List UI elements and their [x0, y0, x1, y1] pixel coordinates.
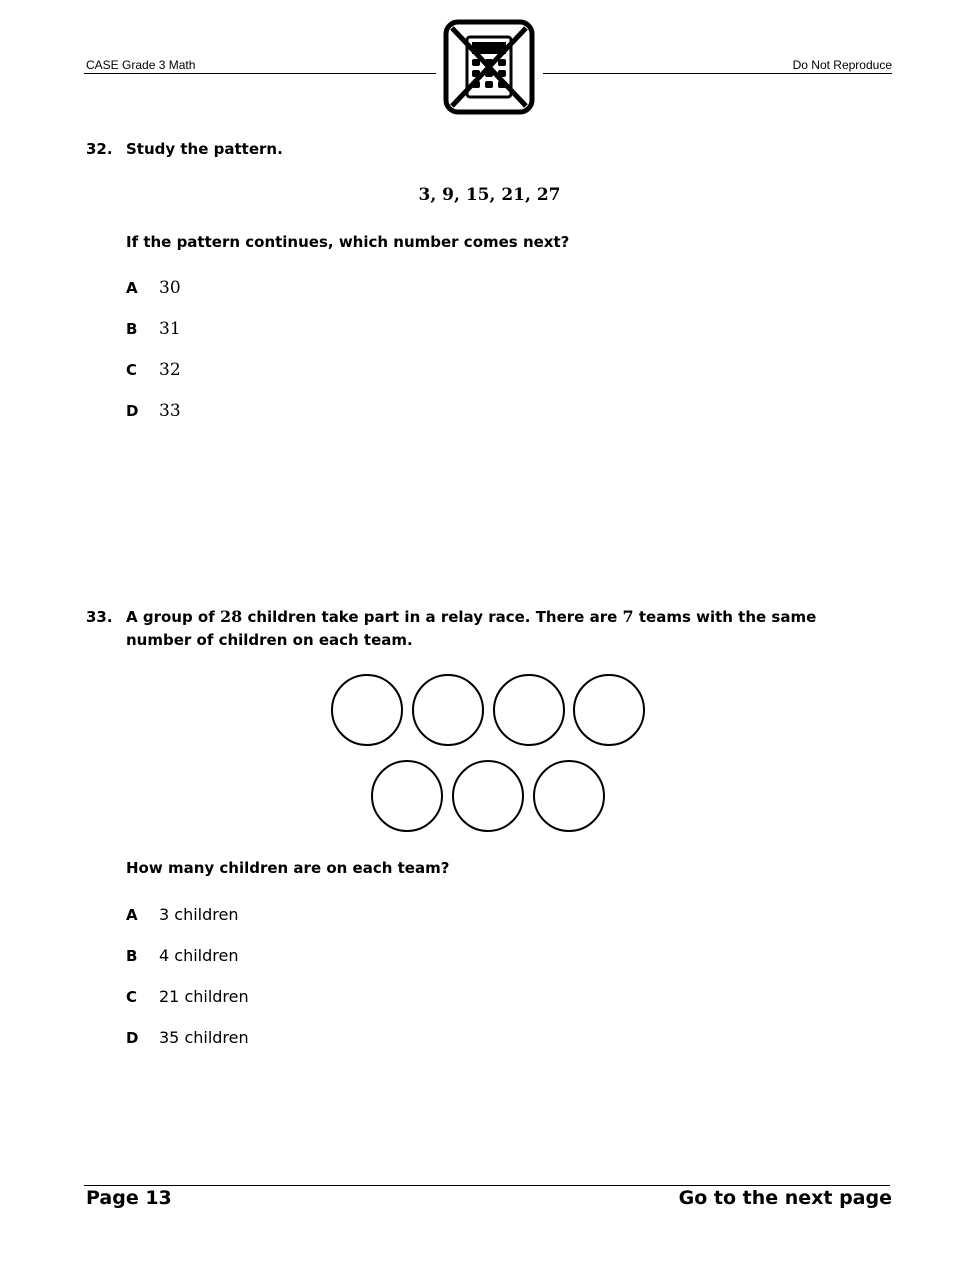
stem-text: children take part in a relay race. There are: [242, 608, 623, 626]
number-pattern: 3, 9, 15, 21, 27: [418, 185, 561, 205]
team-circle: [332, 675, 402, 745]
question-stem: [126, 605, 886, 652]
choice-letter: D: [126, 1029, 139, 1047]
header-right-text: Do Not Reproduce: [792, 58, 892, 72]
team-circle: [453, 761, 523, 831]
choice-text: 30: [159, 278, 181, 298]
page-number: Page 13: [86, 1187, 172, 1209]
choice-letter: C: [126, 361, 138, 379]
choice-text: 33: [159, 401, 181, 421]
choice-text: 32: [159, 360, 181, 380]
answer-choice-d[interactable]: [126, 401, 181, 421]
question-number: 32.: [86, 140, 113, 158]
question-prompt: If the pattern continues, which number comes next?: [126, 233, 570, 251]
answer-choice-b[interactable]: [126, 946, 239, 966]
choice-text: 4 children: [159, 946, 239, 965]
question-number: 33.: [86, 608, 113, 626]
choice-text: 35 children: [159, 1028, 249, 1047]
choice-text: 21 children: [159, 987, 249, 1006]
team-circles-diagram: [330, 672, 650, 834]
question-prompt: How many children are on each team?: [126, 859, 450, 877]
answer-choice-a[interactable]: [126, 905, 239, 925]
answer-choice-c[interactable]: [126, 360, 181, 380]
choice-letter: C: [126, 988, 138, 1006]
stem-number: 28: [219, 607, 243, 626]
header-rule-right: [543, 73, 892, 74]
choice-letter: B: [126, 947, 138, 965]
no-calculator-icon: [443, 19, 535, 115]
choice-letter: A: [126, 906, 138, 924]
team-circle: [574, 675, 644, 745]
answer-choice-c[interactable]: [126, 987, 249, 1007]
next-page-label: Go to the next page: [678, 1187, 892, 1209]
answer-choice-b[interactable]: [126, 319, 181, 339]
question-stem: Study the pattern.: [126, 140, 283, 158]
stem-text: teams with the same number of children on each team.: [126, 608, 817, 649]
answer-choice-a[interactable]: [126, 278, 181, 298]
choice-letter: B: [126, 320, 138, 338]
header-rule-left: [84, 73, 436, 74]
choice-text: 31: [159, 319, 181, 339]
team-circle: [534, 761, 604, 831]
choice-text: 3 children: [159, 905, 239, 924]
team-circle: [494, 675, 564, 745]
team-circle: [372, 761, 442, 831]
answer-choice-d[interactable]: [126, 1028, 249, 1048]
choice-letter: A: [126, 279, 138, 297]
choice-letter: D: [126, 402, 139, 420]
stem-number: 7: [622, 607, 634, 626]
footer-rule: [84, 1185, 890, 1186]
header-left-text: CASE Grade 3 Math: [86, 58, 196, 72]
team-circle: [413, 675, 483, 745]
stem-text: A group of: [126, 608, 220, 626]
